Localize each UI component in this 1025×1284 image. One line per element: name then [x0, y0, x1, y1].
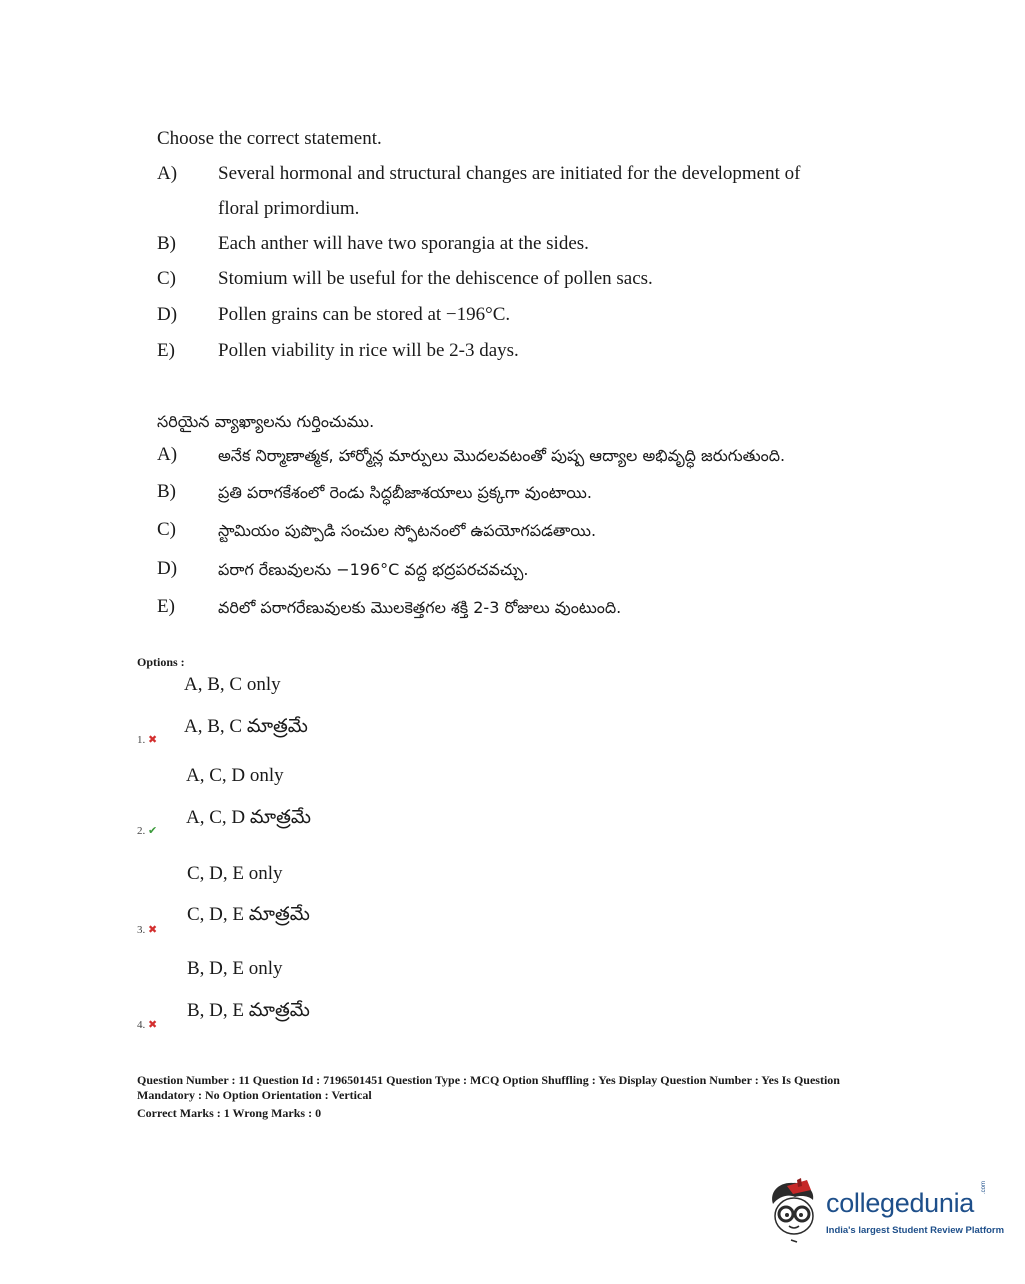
statement-text: Each anther will have two sporangia at the sides. [218, 233, 589, 254]
options-heading: Options : [137, 655, 185, 669]
question-prompt-en: Choose the correct statement. [157, 128, 382, 149]
statement-text: Stomium will be useful for the dehiscence of pollen sacs. [218, 268, 653, 289]
statement-label: B) [157, 481, 176, 502]
statement-label: A) [157, 444, 178, 465]
statement-label: A) [157, 163, 178, 184]
cross-icon: ✖ [148, 924, 158, 936]
cross-icon: ✖ [148, 1019, 158, 1031]
statement-label: C) [157, 268, 176, 289]
option-3-marker [137, 923, 157, 936]
option-text-te: B, D, E మాత్రమే [187, 1000, 310, 1021]
statement-label: E) [157, 596, 175, 617]
check-icon: ✔ [148, 825, 158, 837]
option-number: 4. [137, 1019, 146, 1031]
statement-label: D) [157, 304, 178, 325]
logo-dotcom: .com [981, 1180, 987, 1194]
question-prompt-te: సరియైన వ్యాఖ్యాలను గుర్తించుము. [157, 412, 375, 431]
logo-tagline: India's largest Student Review Platform [826, 1225, 1005, 1236]
statement-label: D) [157, 558, 178, 579]
option-3-te[interactable] [187, 904, 310, 930]
option-text-te: A, C, D మాత్రమే [186, 807, 311, 828]
statement-text-continued: floral primordium. [218, 198, 360, 219]
meta-line-3: Correct Marks : 1 Wrong Marks : 0 [137, 1106, 322, 1120]
statement-text: ప్రతి పరాగకేశంలో రెండు సిద్ధబీజాశయాలు ప్రక్కగా వుంటాయి. [218, 483, 592, 502]
statement-text: వరిలో పరాగరేణువులకు మొలకెత్తగల శక్తి 2-3 రోజులు వుంటుంది. [218, 598, 622, 617]
option-2-en[interactable]: A, C, D only [186, 765, 284, 786]
meta-line-1: Question Number : 11 Question Id : 7196501451 Question Type : MCQ Option Shuffling : Yes Display Question Number : Yes Is Question [137, 1073, 840, 1087]
question-meta [137, 1073, 907, 1121]
option-number: 3. [137, 924, 146, 936]
option-1-en[interactable]: A, B, C only [184, 674, 281, 695]
option-text-te: C, D, E మాత్రమే [187, 904, 310, 925]
statement-text: Pollen grains can be stored at −196°C. [218, 304, 511, 325]
mascot-icon [767, 1178, 825, 1248]
option-number: 2. [137, 825, 146, 837]
statement-text: స్టామియం పుప్పొడి సంచుల స్ఫోటనంలో ఉపయోగపడతాయి. [218, 521, 597, 540]
option-text-te: A, B, C మాత్రమే [184, 716, 308, 737]
option-4-en[interactable]: B, D, E only [187, 958, 283, 979]
meta-line-2: Mandatory : No Option Orientation : Vertical [137, 1088, 372, 1102]
statement-text: Several hormonal and structural changes are initiated for the development of [218, 163, 801, 184]
option-3-en[interactable]: C, D, E only [187, 863, 283, 884]
option-2-marker [137, 824, 157, 837]
option-number: 1. [137, 734, 146, 746]
logo-wordmark: collegedunia [826, 1188, 975, 1218]
statement-text: అనేక నిర్మాణాత్మక, హార్మోన్ల మార్పులు మొదలవటంతో పుష్ప ఆద్యాల అభివృద్ధి జరుగుతుంది. [218, 446, 786, 465]
statement-text: Pollen viability in rice will be 2-3 days. [218, 340, 519, 361]
statement-text: పరాగ రేణువులను −196°C వద్ద భద్రపరచవచ్చు. [218, 560, 529, 579]
statement-label: E) [157, 340, 175, 361]
cross-icon: ✖ [148, 734, 158, 746]
option-1-marker [137, 733, 157, 746]
option-1-te[interactable] [184, 716, 308, 742]
statement-label: B) [157, 233, 176, 254]
option-2-te[interactable] [186, 807, 311, 833]
collegedunia-logo [767, 1178, 1005, 1248]
statement-label: C) [157, 519, 176, 540]
option-4-te[interactable] [187, 1000, 310, 1026]
option-4-marker [137, 1018, 157, 1031]
